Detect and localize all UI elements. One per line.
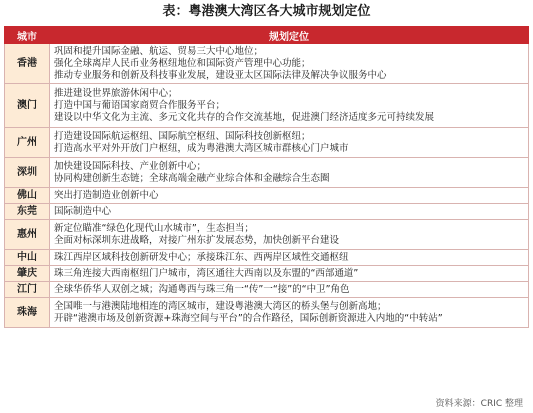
column-header-position: 规划定位 (50, 27, 529, 44)
position-line: 开辟“港澳市场及创新资源+珠海空间与平台”的合作路径，国际创新资源进入内地的“中转站” (54, 312, 443, 324)
position-line: 加快建设国际科技、产业创新中心； (54, 160, 207, 172)
position-line: 珠三角连接大西南枢纽门户城市，湾区通往大西南以及东盟的“西部通道” (54, 267, 359, 279)
city-cell: 广州 (5, 128, 50, 158)
position-line: 打造高水平对外开放门户枢纽，成为粤港澳大湾区城市群核心门户城市 (54, 142, 349, 154)
table-row (5, 204, 529, 220)
position-cell (50, 266, 529, 282)
position-cell (50, 220, 529, 250)
city-cell: 东莞 (5, 204, 50, 220)
position-line: 建设以中华文化为主流、多元文化共存的合作交流基地，促进澳门经济适度多元可持续发展 (54, 111, 435, 123)
table-row (5, 158, 529, 188)
table-row (5, 250, 529, 266)
source-note: 资料来源：CRIC 整理 (435, 399, 523, 409)
city-cell: 肇庆 (5, 266, 50, 282)
table-row (5, 282, 529, 298)
position-line: 国际制造中心 (54, 205, 112, 217)
position-cell (50, 298, 529, 328)
table-row (5, 84, 529, 128)
position-line: 珠江西岸区域科技创新研发中心；承接珠江东、西两岸区域性交通枢纽 (54, 251, 349, 263)
position-line: 全国唯一与港澳陆地相连的湾区城市，建设粤港澳大湾区的桥头堡与创新高地； (54, 300, 387, 312)
position-line: 突出打造制造业创新中心 (54, 189, 159, 201)
position-cell (50, 204, 529, 220)
city-cell: 惠州 (5, 220, 50, 250)
city-cell: 香港 (5, 44, 50, 84)
position-line: 全面对标深圳东进战略，对接广州东扩发展态势，加快创新平台建设 (54, 234, 340, 246)
position-cell (50, 158, 529, 188)
position-line: 推动专业服务和创新及科技事业发展，建设亚太区国际法律及解决争议服务中心 (54, 69, 387, 81)
position-line: 新定位瞄准“绿色化现代山水城市”，生态担当； (54, 222, 254, 234)
city-cell: 中山 (5, 250, 50, 266)
table-row (5, 128, 529, 158)
city-cell: 佛山 (5, 188, 50, 204)
table-row (5, 44, 529, 84)
table-row (5, 298, 529, 328)
table-row (5, 266, 529, 282)
column-header-city: 城市 (5, 27, 50, 44)
position-cell (50, 44, 529, 84)
city-cell: 深圳 (5, 158, 50, 188)
position-line: 强化全球离岸人民币业务枢纽地位和国际资产管理中心功能； (54, 57, 311, 69)
table-row (5, 188, 529, 204)
position-line: 打造中国与葡语国家商贸合作服务平台； (54, 99, 226, 111)
table-row (5, 220, 529, 250)
city-cell: 珠海 (5, 298, 50, 328)
table-title: 表：粤港澳大湾区各大城市规划定位 (162, 4, 371, 19)
position-cell (50, 84, 529, 128)
position-line: 推进建设世界旅游休闲中心； (54, 87, 178, 99)
position-line: 协同构建创新生态链；全球高端金融产业综合体和金融综合生态圈 (54, 172, 330, 184)
city-cell: 江门 (5, 282, 50, 298)
city-cell: 澳门 (5, 84, 50, 128)
position-line: 全球华侨华人双创之城；沟通粤西与珠三角一“传”一“接”的“中卫”角色 (54, 283, 350, 295)
position-line: 巩固和提升国际金融、航运、贸易三大中心地位； (54, 45, 264, 57)
table-body (5, 44, 529, 328)
position-cell (50, 250, 529, 266)
position-line: 打造建设国际航运枢纽、国际航空枢纽、国际科技创新枢纽； (54, 130, 311, 142)
position-cell (50, 128, 529, 158)
table-header-row (5, 27, 529, 44)
city-planning-table (4, 26, 529, 328)
position-cell (50, 188, 529, 204)
position-cell (50, 282, 529, 298)
